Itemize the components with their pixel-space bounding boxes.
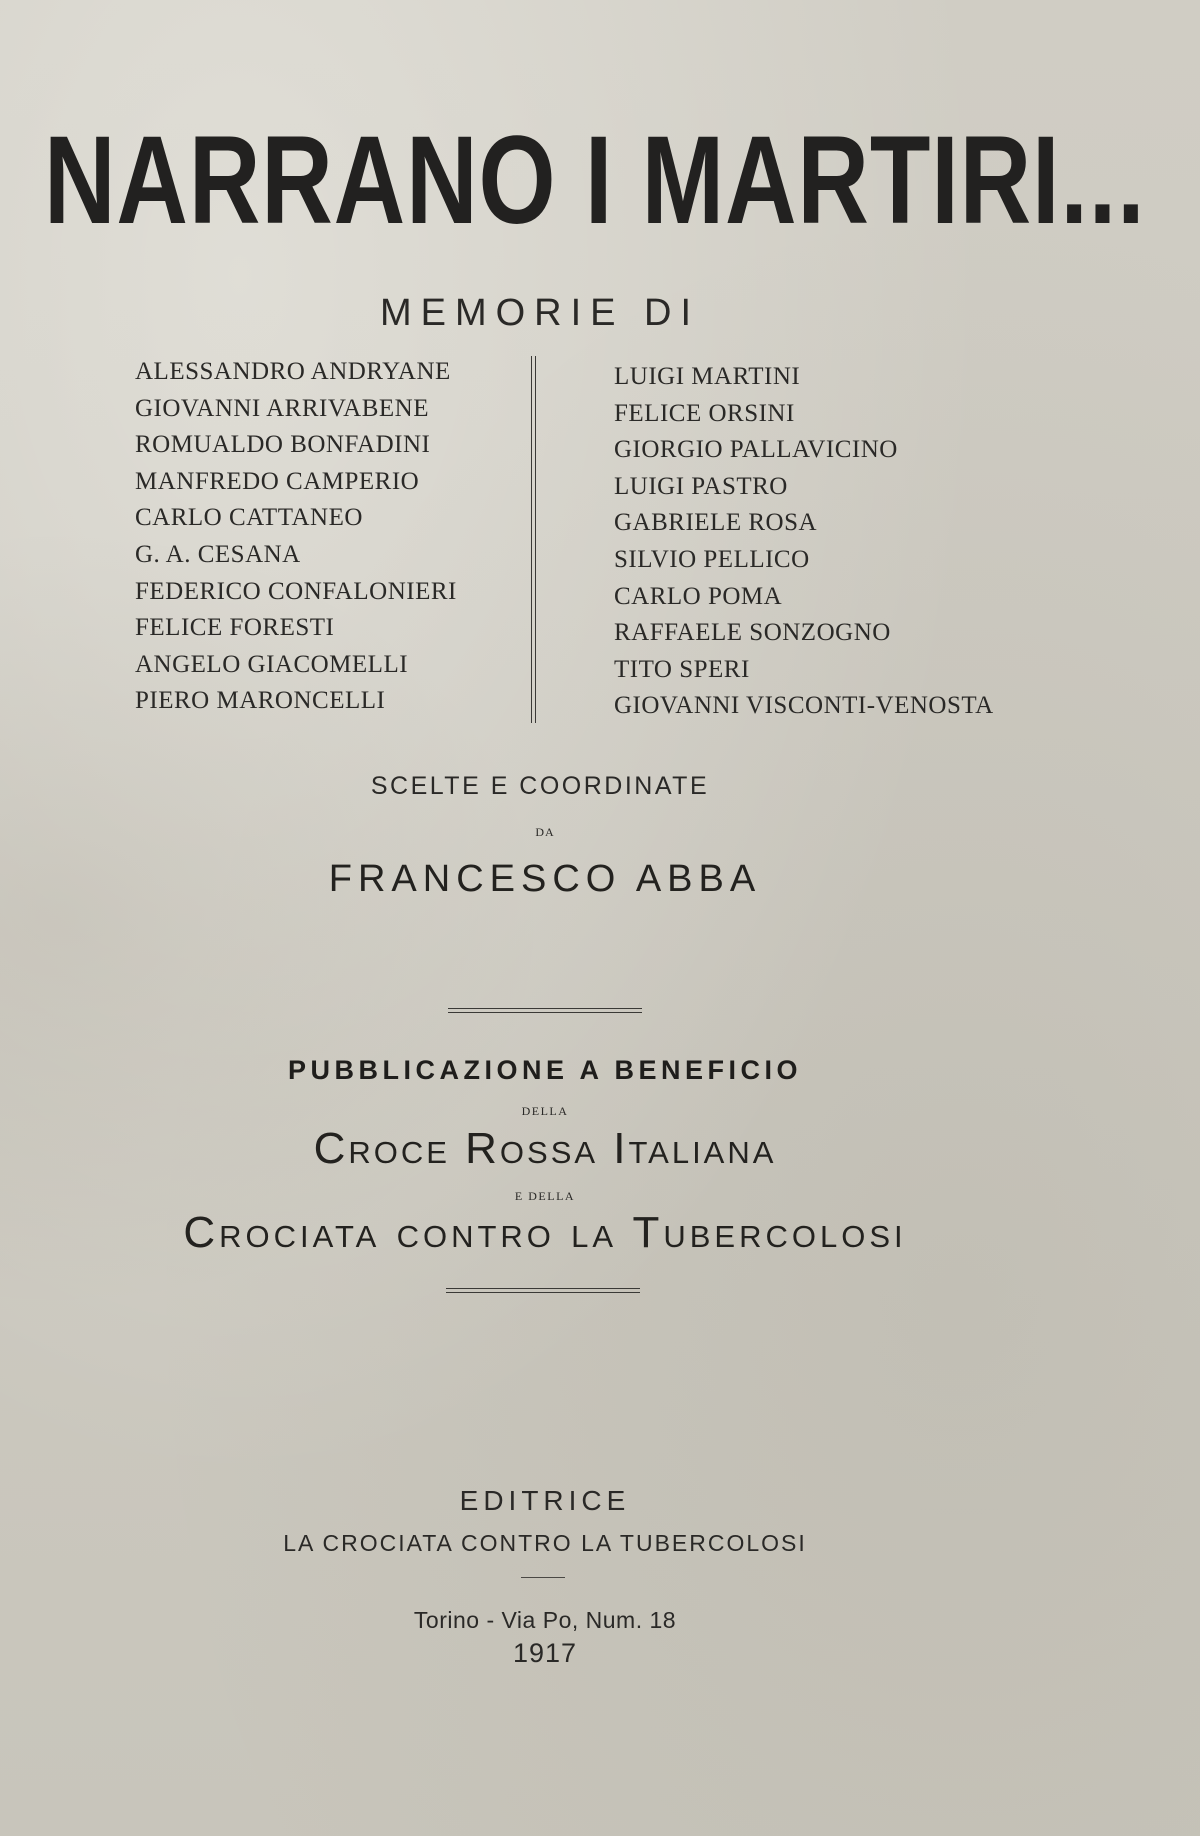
- author-name: ANGELO GIACOMELLI: [135, 650, 409, 678]
- da-connector: DA: [535, 825, 555, 839]
- author-name: LUIGI MARTINI: [614, 363, 801, 390]
- benefit-line: PUBBLICAZIONE A BENEFICIO: [287, 1055, 802, 1085]
- organization-crociata: Crociata contro la Tubercolosi: [183, 1208, 907, 1257]
- author-name: RAFFAELE SONZOGNO: [614, 619, 891, 647]
- author-name: GIOVANNI VISCONTI-VENOSTA: [614, 692, 994, 720]
- author-name: TITO SPERI: [614, 655, 750, 683]
- memorie-heading: MEMORIE DI: [379, 292, 701, 334]
- book-title: NARRANO I MARTIRI...: [44, 110, 1146, 251]
- author-name: FELICE ORSINI: [614, 399, 795, 427]
- author-name: CARLO POMA: [614, 582, 783, 610]
- short-rule: [521, 1577, 565, 1578]
- author-name: ALESSANDRO ANDRYANE: [135, 358, 451, 385]
- della-connector: DELLA: [521, 1104, 569, 1118]
- authors-right-column: [614, 359, 994, 725]
- author-name: FEDERICO CONFALONIERI: [135, 577, 457, 605]
- publisher-label: EDITRICE: [459, 1485, 631, 1516]
- author-name: GABRIELE ROSA: [614, 509, 818, 537]
- author-name: ROMUALDO BONFADINI: [135, 431, 431, 459]
- column-divider: [531, 356, 536, 723]
- double-rule-top: [448, 1008, 642, 1013]
- e-della-connector: E DELLA: [514, 1189, 576, 1203]
- author-name: CARLO CATTANEO: [135, 504, 363, 532]
- author-name: G. A. CESANA: [135, 540, 301, 568]
- authors-left-column: [135, 354, 457, 720]
- author-name: FELICE FORESTI: [135, 614, 335, 642]
- author-name: SILVIO PELLICO: [614, 545, 810, 573]
- publisher-name: LA CROCIATA CONTRO LA TUBERCOLOSI: [283, 1530, 807, 1556]
- edited-line: SCELTE E COORDINATE: [370, 772, 710, 800]
- author-name: GIOVANNI ARRIVABENE: [135, 394, 430, 422]
- author-name: PIERO MARONCELLI: [135, 687, 386, 715]
- editor-name: FRANCESCO ABBA: [328, 858, 762, 900]
- author-name: MANFREDO CAMPERIO: [135, 467, 420, 495]
- publisher-address: Torino - Via Po, Num. 18: [413, 1607, 677, 1633]
- publication-year: 1917: [512, 1638, 578, 1668]
- double-rule-bottom: [446, 1288, 640, 1293]
- organization-red-cross: Croce Rossa Italiana: [313, 1124, 777, 1173]
- author-name: LUIGI PASTRO: [614, 472, 788, 500]
- author-name: GIORGIO PALLAVICINO: [614, 436, 898, 464]
